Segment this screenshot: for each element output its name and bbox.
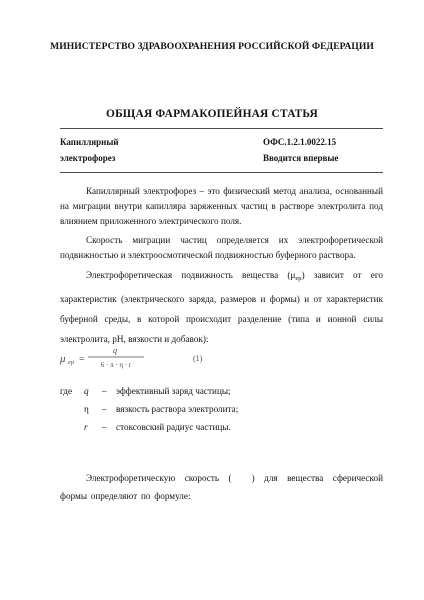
article-title-line1: Капиллярный xyxy=(60,137,119,147)
paragraph-definition: Капиллярный электрофорез – это физический метод анализа, основанный на миграции внутри капилляра заряженных частиц в растворе электролита под влиянием приложенного электрического поля. xyxy=(60,186,383,226)
legend-symbol: η xyxy=(84,404,89,414)
legend-row-q xyxy=(60,385,231,397)
mobility-subscript: ep xyxy=(295,275,302,282)
article-type-heading: ОБЩАЯ ФАРМАКОПЕЙНАЯ СТАТЬЯ xyxy=(106,108,318,120)
legend-text: эффективный заряд частицы; xyxy=(116,386,231,396)
formula-equals: = xyxy=(79,354,85,365)
legend-symbol: q xyxy=(84,386,89,396)
legend-row-eta xyxy=(60,403,238,415)
paragraph-mobility xyxy=(60,265,383,349)
formula-lhs-subscript: ep xyxy=(68,359,75,366)
paragraph-migration-speed: Скорость миграции частиц определяется их электрофоретической подвижностью и электроосмотической подвижностью буферного раствора. xyxy=(60,235,383,260)
article-code: ОФС.1.2.1.0022.15 xyxy=(263,137,337,147)
legend-text: стоксовский радиус частицы. xyxy=(116,422,231,432)
mobility-text-before: Электрофоретическая подвижность вещества (μ xyxy=(86,270,296,280)
formula-number: (1) xyxy=(193,354,203,363)
legend-text: вязкость раствора электролита; xyxy=(116,404,239,414)
header-top-rule xyxy=(60,128,383,129)
legend-symbol: r xyxy=(84,422,88,432)
article-title-line2: электрофорез xyxy=(60,153,116,163)
legend-dash: – xyxy=(102,386,107,396)
formula-numerator: q xyxy=(112,345,118,355)
mobility-text-after: ) зависит от его характеристик (электрического заряда, размеров и формы) и от характеристик буферной среды, в которой происходит разделение (типа и ионной силы электролита, pH, вязкости и добавок): xyxy=(60,270,383,344)
legend-row-r xyxy=(60,421,231,433)
legend-dash: – xyxy=(102,422,107,432)
velocity-text-after: ) для вещества сферической формы определяют по формуле: xyxy=(60,473,384,501)
formula-lhs: μ xyxy=(60,353,66,365)
legend-dash: – xyxy=(102,404,107,414)
article-status: Вводится впервые xyxy=(263,153,339,163)
ministry-heading: МИНИСТЕРСТВО ЗДРАВООХРАНЕНИЯ РОССИЙСКОЙ ФЕДЕРАЦИИ xyxy=(50,41,374,52)
legend-where-word: где xyxy=(60,386,73,396)
header-bottom-rule xyxy=(60,172,383,173)
paragraph-velocity xyxy=(60,469,383,505)
formula-denominator: 6 · π · η · r xyxy=(100,361,132,369)
formula-mobility xyxy=(60,342,240,372)
velocity-text-before: Электрофоретическую скорость ( xyxy=(86,473,232,483)
